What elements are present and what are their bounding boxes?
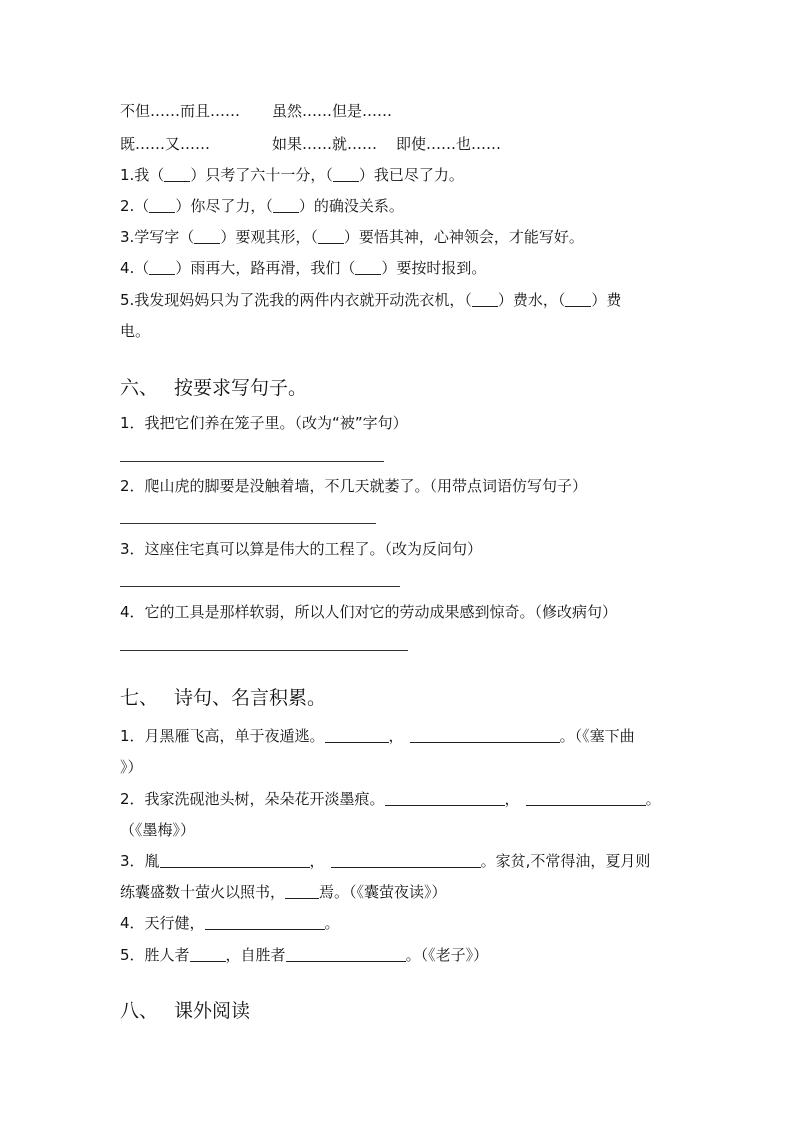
question-text: 2．我家洗砚池头树，朵朵花开淡墨痕。 <box>120 790 385 808</box>
answer-blank[interactable] <box>205 915 325 930</box>
answer-blank[interactable] <box>385 791 505 806</box>
question-text: 2.（ <box>120 197 150 215</box>
rewrite-question-3: 3．这座住宅真可以算是伟大的工程了。（改为反问句） <box>120 540 483 558</box>
section-6-heading <box>120 376 307 400</box>
question-text: ）费 <box>591 291 622 309</box>
question-text: 。（《老子》） <box>405 946 489 964</box>
question-text: 。 <box>645 790 661 808</box>
section-7-heading <box>120 686 326 710</box>
conjunction-option: 即使……也…… <box>396 135 502 153</box>
fill-question-5-continuation <box>120 321 150 341</box>
fill-question-3 <box>120 227 584 247</box>
question-text: ）费水，（ <box>497 291 566 309</box>
question-text: ， <box>504 790 520 808</box>
answer-blank[interactable] <box>333 167 359 182</box>
question-text: ）的确没关系。 <box>298 197 404 215</box>
answer-blank[interactable] <box>565 292 591 307</box>
answer-blank[interactable] <box>526 791 646 806</box>
conjunction-row-2 <box>120 134 501 154</box>
question-text: 5．胜人者 <box>120 946 190 964</box>
poem-question-3 <box>120 851 650 871</box>
section-title: 按要求写句子。 <box>174 377 308 399</box>
answer-blank[interactable] <box>194 229 220 244</box>
conjunction-row-1 <box>120 101 392 121</box>
question-text: 5.我发现妈妈只为了洗我的两件内衣就开动洗衣机，（ <box>120 291 472 309</box>
poem-question-5 <box>120 945 488 965</box>
answer-line[interactable] <box>120 461 384 462</box>
answer-blank[interactable] <box>285 884 319 899</box>
poem-question-2-continuation <box>120 820 195 840</box>
answer-blank[interactable] <box>410 728 560 743</box>
answer-blank[interactable] <box>325 728 389 743</box>
section-8-heading <box>120 999 250 1023</box>
question-text: ，自胜者 <box>225 946 286 964</box>
question-text: 。家贫,不常得油，夏月则 <box>480 852 651 870</box>
question-text: 3．胤 <box>120 852 160 870</box>
question-text: ）你尽了力，（ <box>175 197 273 215</box>
rewrite-question-1: 1．我把它们养在笼子里。（改为“被”字句） <box>120 414 408 432</box>
answer-blank[interactable] <box>355 260 381 275</box>
section-title: 诗句、名言积累。 <box>174 687 327 709</box>
question-text: ）要按时报到。 <box>381 259 487 277</box>
question-text: 。 <box>324 914 340 932</box>
conjunction-option: 虽然……但是…… <box>272 102 393 120</box>
section-title: 课外阅读 <box>174 1000 251 1022</box>
answer-blank[interactable] <box>472 292 498 307</box>
conjunction-option: 既……又…… <box>120 135 211 153</box>
question-text: ）我已尽了力。 <box>358 166 464 184</box>
answer-line[interactable] <box>120 586 400 587</box>
question-text: ）只考了六十一分，（ <box>190 166 333 184</box>
question-text: 1.我（ <box>120 166 165 184</box>
rewrite-question-2: 2．爬山虎的脚要是没触着墙，不几天就萎了。（用带点词语仿写句子） <box>120 477 588 495</box>
poem-question-4 <box>120 913 340 933</box>
question-text: 》） <box>120 758 143 776</box>
question-text: 3.学写字（ <box>120 228 195 246</box>
poem-question-2 <box>120 789 661 809</box>
rewrite-question-4: 4．它的工具是那样软弱，所以人们对它的劳动成果感到惊奇。（修改病句） <box>120 603 618 621</box>
question-text: ）要观其形，（ <box>220 228 318 246</box>
question-text: 4．天行健， <box>120 914 205 932</box>
question-text: （《墨梅》） <box>120 821 196 839</box>
section-number: 六、 <box>120 377 159 399</box>
conjunction-option: 如果……就…… <box>272 135 378 153</box>
answer-line[interactable] <box>120 523 376 524</box>
question-text: 电。 <box>120 322 151 340</box>
fill-question-4 <box>120 258 486 278</box>
answer-blank[interactable] <box>273 198 299 213</box>
fill-question-2 <box>120 196 404 216</box>
answer-blank[interactable] <box>149 260 175 275</box>
answer-blank[interactable] <box>149 198 175 213</box>
question-text: 。（《塞下曲 <box>559 727 635 745</box>
question-text: 焉。（《囊萤夜读》） <box>319 883 447 901</box>
poem-question-3-continuation <box>120 882 447 902</box>
poem-question-1-continuation <box>120 757 143 777</box>
question-text: ， <box>388 727 404 745</box>
answer-line[interactable] <box>120 650 408 651</box>
question-text: 4.（ <box>120 259 150 277</box>
question-text: 练囊盛数十萤火以照书， <box>120 883 286 901</box>
answer-blank[interactable] <box>190 947 226 962</box>
fill-question-5 <box>120 290 621 310</box>
section-number: 七、 <box>120 687 159 709</box>
answer-blank[interactable] <box>331 853 481 868</box>
answer-blank[interactable] <box>160 853 310 868</box>
fill-question-1 <box>120 165 464 185</box>
question-text: 1．月黑雁飞高，单于夜遁逃。 <box>120 727 325 745</box>
answer-blank[interactable] <box>164 167 190 182</box>
answer-blank[interactable] <box>286 947 406 962</box>
question-text: ， <box>309 852 325 870</box>
conjunction-option: 不但……而且…… <box>120 102 241 120</box>
question-text: ）要悟其神，心神领会，才能写好。 <box>343 228 584 246</box>
section-number: 八、 <box>120 1000 159 1022</box>
question-text: ）雨再大，路再滑，我们（ <box>175 259 356 277</box>
poem-question-1 <box>120 726 635 746</box>
answer-blank[interactable] <box>318 229 344 244</box>
